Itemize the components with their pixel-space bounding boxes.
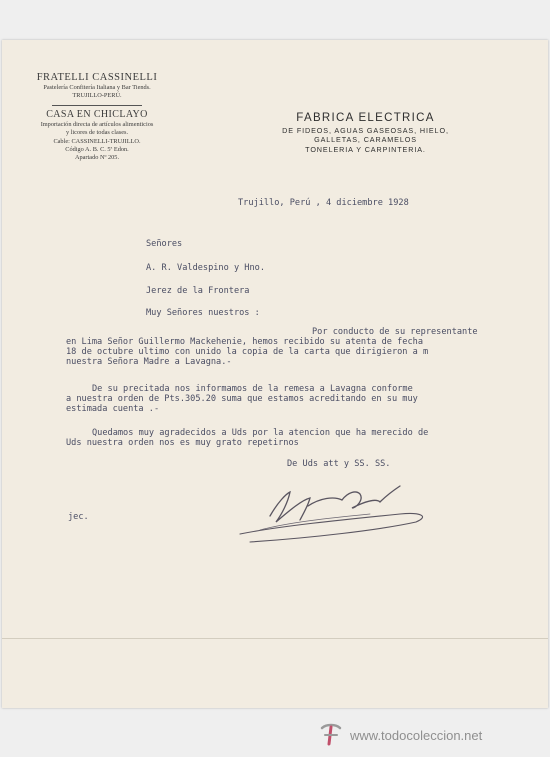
watermark-logo-icon — [318, 722, 346, 748]
letterhead-left — [2, 72, 192, 163]
watermark — [318, 722, 482, 748]
letter-page — [2, 40, 548, 708]
paragraph-3-line: Quedamos muy agradecidos a Uds por la atencion que ha merecido de — [92, 428, 429, 438]
paragraph-1-line: en Lima Señor Guillermo Mackehenie, hemos recibido su atenta de fecha — [66, 337, 423, 347]
company-city: TRUJILLO-PERÚ. — [72, 92, 122, 100]
fold-line — [2, 638, 548, 639]
closing: De Uds att y SS. SS. — [287, 459, 391, 469]
salutation: Señores — [146, 239, 183, 249]
po-box-line: Apartado Nº 205. — [74, 154, 120, 162]
cable-line: Cable: CASSINELLI-TRUJILLO. — [53, 137, 141, 145]
code-line: Código A. B. C. 5ª Edon. — [65, 146, 129, 154]
company-name: FRATELLI CASSINELLI — [36, 72, 158, 83]
letterhead-right — [238, 112, 493, 154]
letterhead-divider — [52, 105, 142, 106]
paragraph-2-line: a nuestra orden de Pts.305.20 suma que estamos acreditando en su muy — [66, 394, 418, 404]
watermark-text: www.todocoleccion.net — [350, 727, 483, 743]
paragraph-2-line: De su precitada nos informamos de la remesa a Lavagna conforme — [92, 384, 413, 394]
branch-line: Importación directa de artículos alimenticios — [40, 120, 154, 128]
branch-name: CASA EN CHICLAYO — [46, 108, 148, 120]
paragraph-1-line: Por conducto de su representante — [312, 327, 478, 337]
factory-line: GALLETAS, CARAMELOS — [314, 135, 417, 145]
factory-title: FABRICA ELECTRICA — [296, 112, 435, 124]
paragraph-3-line: Uds nuestra orden nos es muy grato repetirnos — [66, 438, 299, 448]
branch-line: y licores de todas clases. — [65, 129, 129, 137]
company-line: Pastelería Confitería Italiana y Bar Tiends. — [43, 84, 151, 91]
handwritten-signature — [230, 472, 440, 552]
factory-line: DE FIDEOS, AGUAS GASEOSAS, HIELO, — [282, 126, 449, 135]
factory-line: TONELERIA Y CARPINTERIA. — [305, 144, 426, 154]
letter-date: Trujillo, Perú , 4 diciembre 1928 — [238, 198, 409, 208]
recipient-city: Jerez de la Frontera — [146, 286, 250, 296]
paragraph-2-line: estimada cuenta .- — [66, 404, 160, 414]
recipient-name: A. R. Valdespino y Hno. — [146, 263, 265, 273]
typist-initials: jec. — [68, 512, 89, 522]
greeting: Muy Señores nuestros : — [146, 308, 260, 318]
paragraph-1-line: 18 de octubre ultimo con unido la copia de la carta que dirigieron a m — [66, 347, 429, 357]
paragraph-1-line: nuestra Señora Madre a Lavagna.- — [66, 357, 232, 367]
